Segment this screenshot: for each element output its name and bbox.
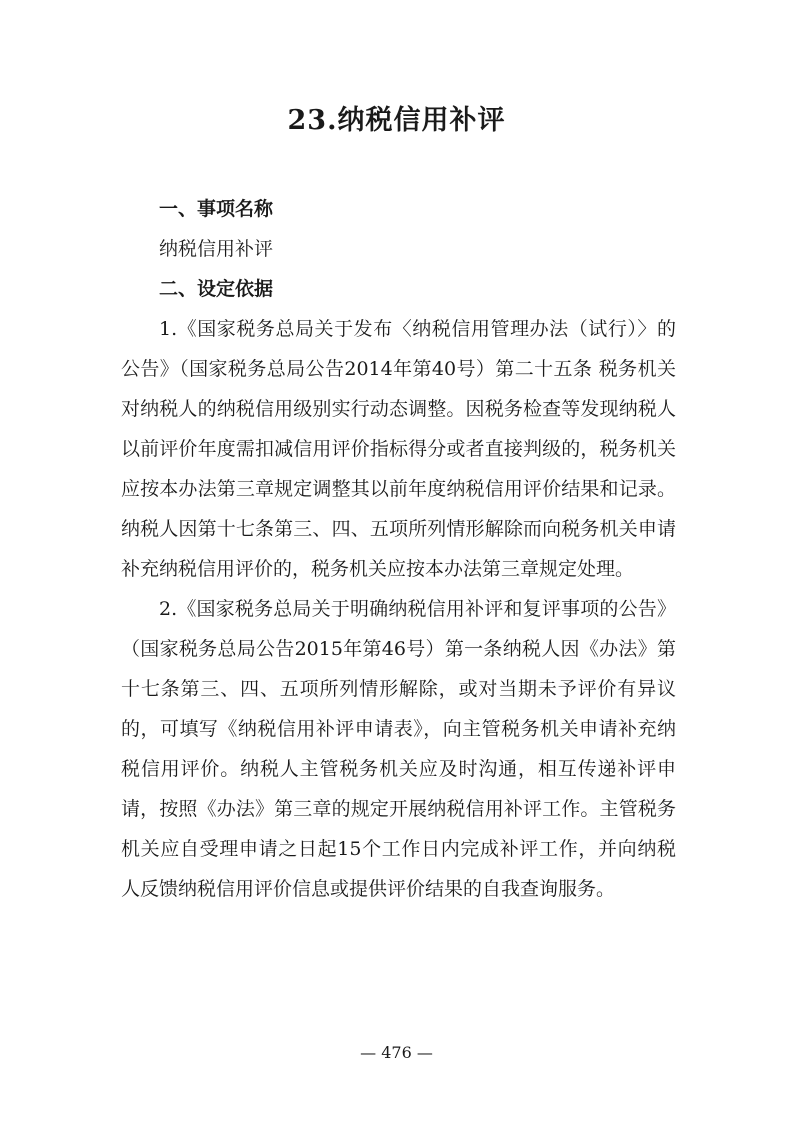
document-title: 23.纳税信用补评 xyxy=(287,105,506,136)
document-body xyxy=(121,189,676,909)
basis-paragraph-2: 2.《国家税务总局关于明确纳税信用补评和复评事项的公告》（国家税务总局公告2015年第46号）第一条纳税人因《办法》第十七条第三、四、五项所列情形解除，或对当期未予评价有异议的，可填写《纳税信用补评申请表》，向主管税务机关申请补充纳税信用评价。纳税人主管税务机关应及时沟通，相互传递补评申请，按照《办法》第三章的规定开展纳税信用补评工作。主管税务机关应自受理申请之日起15个工作日内完成补评工作，并向纳税人反馈纳税信用评价信息或提供评价结果的自我查询服务。 xyxy=(121,598,676,900)
item-name-content: 纳税信用补评 xyxy=(159,238,274,260)
page-number: — 476 — xyxy=(360,1043,433,1062)
section-heading-basis: 二、设定依据 xyxy=(159,278,274,300)
basis-paragraph-1: 1.《国家税务总局关于发布〈纳税信用管理办法（试行）〉的公告》（国家税务总局公告2014年第40号）第二十五条 税务机关对纳税人的纳税信用级别实行动态调整。因税务检查等发现纳税人以前评价年度需扣减信用评价指标得分或者直接判级的，税务机关应按本办法第三章规定调整其以前年度纳税信用评价结果和记录。纳税人因第十七条第三、四、五项所列情形解除而向税务机关申请补充纳税信用评价的，税务机关应按本办法第三章规定处理。 xyxy=(121,318,676,580)
section-heading-item-name: 一、事项名称 xyxy=(159,198,274,220)
